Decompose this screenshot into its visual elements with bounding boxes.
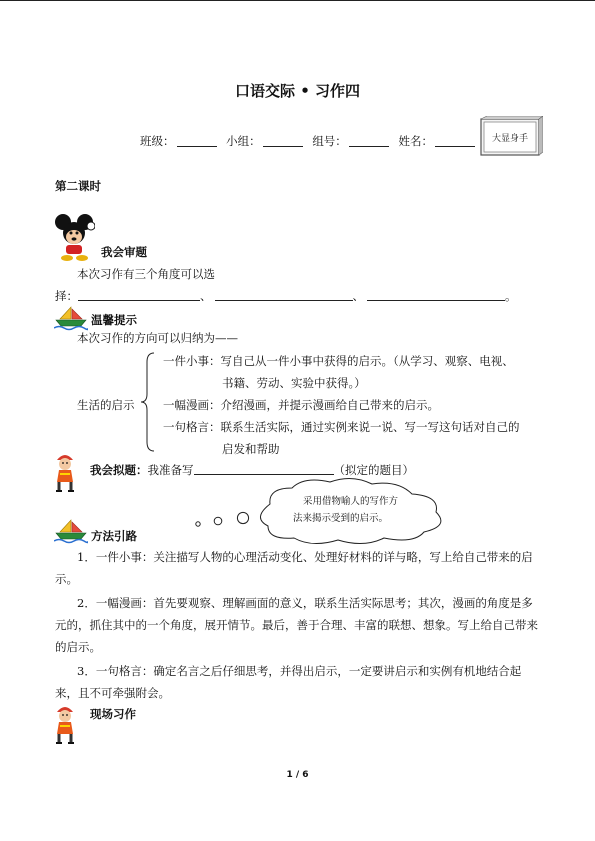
page-title: 口语交际 • 习作四 xyxy=(234,82,361,100)
tip-item-1-line2: 书籍、劳动、实验中获得。） xyxy=(222,376,366,390)
cloud-line-1: 采用借物喻人的写作方 xyxy=(303,496,399,507)
angle-blank-3[interactable] xyxy=(367,289,505,301)
section3-suffix: （拟定的题目） xyxy=(333,463,414,477)
end-mark: 。 xyxy=(505,289,517,303)
group-no-label: 组号： xyxy=(312,134,347,148)
sep-1: 、 xyxy=(200,289,212,303)
section4-heading: 方法引路 xyxy=(91,529,137,543)
section2-heading: 温馨提示 xyxy=(91,313,137,327)
section2-intro: 本次习作的方向可以归纳为—— xyxy=(77,331,238,345)
tip-item-3-line2: 启发和帮助 xyxy=(222,442,280,456)
page-number: 1 / 6 xyxy=(286,770,309,780)
tip-item-1-line1: 一件小事：写自己从一件小事中获得的启示。（从学习、观察、电视、 xyxy=(163,354,514,368)
angle-blank-1[interactable] xyxy=(78,289,200,301)
section1-heading: 我会审题 xyxy=(101,245,147,259)
top-rule xyxy=(0,0,595,1)
name-blank[interactable] xyxy=(435,134,475,147)
group-blank[interactable] xyxy=(263,134,303,147)
group-label: 小组： xyxy=(226,134,261,148)
class-label: 班级： xyxy=(140,134,175,148)
stamp-sign-icon xyxy=(479,116,543,160)
cartoon-boy-icon xyxy=(51,450,79,494)
section3-heading: 我会拟题： xyxy=(90,463,148,477)
section1-options-row xyxy=(55,288,517,304)
tip-item-2: 一幅漫画：介绍漫画，并提示漫画给自己带来的启示。 xyxy=(163,398,439,412)
method-para-3: 3．一句格言：确定名言之后仔细思考，并得出启示，一定要讲启示和实例有机地结合起来，且不可牵强附会。 xyxy=(55,664,522,700)
boat-icon-2 xyxy=(54,518,88,544)
group-no-blank[interactable] xyxy=(349,134,389,147)
method-para-1: 1．一件小事：关注描写人物的心理活动变化、处理好材料的详与略，写上给自己带来的启示。 xyxy=(55,550,533,586)
sep-2: 、 xyxy=(352,289,364,303)
name-label: 姓名： xyxy=(398,134,433,148)
title-blank[interactable] xyxy=(194,463,334,475)
curly-brace xyxy=(140,352,156,452)
section1-prefix: 择： xyxy=(55,289,78,303)
cartoon-boy-icon-2 xyxy=(51,702,79,746)
angle-blank-2[interactable] xyxy=(215,289,353,301)
section5-heading: 现场习作 xyxy=(90,707,136,721)
student-info-row xyxy=(140,133,481,149)
class-blank[interactable] xyxy=(177,134,217,147)
boat-icon xyxy=(54,305,88,331)
cloud-line-2: 法来揭示受到的启示。 xyxy=(293,513,389,524)
brace-label: 生活的启示 xyxy=(77,398,135,412)
section1-text: 本次习作有三个角度可以选 xyxy=(77,267,215,281)
lesson-label: 第二课时 xyxy=(55,179,101,193)
stamp-text: 大显身手 xyxy=(491,134,529,144)
section3-prefix: 我准备写 xyxy=(147,463,194,477)
method-para-2: 2．一幅漫画：首先要观察、理解画面的意义，联系生活实际思考；其次，漫画的角度是多元的，抓住其中的一个角度，展开情节。最后，善于合理、丰富的联想、想象。写上给自己带来的启示。 xyxy=(55,596,538,654)
tip-item-3-line1: 一句格言：联系生活实际，通过实例来说一说、写一写这句话对自己的 xyxy=(163,420,520,434)
mickey-mascot-icon xyxy=(53,212,95,262)
